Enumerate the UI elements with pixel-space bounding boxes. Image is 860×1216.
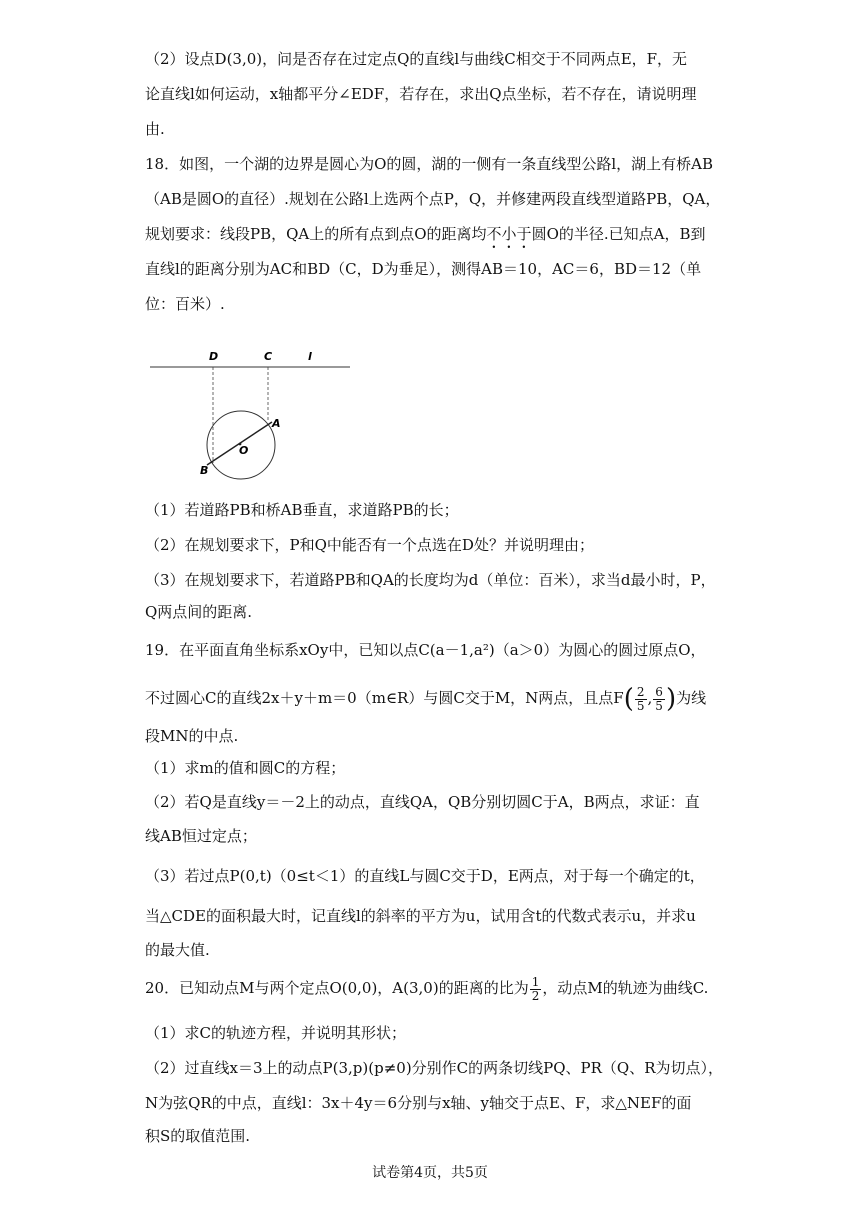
q19-part1: （1）求m的值和圆C的方程； xyxy=(145,759,346,777)
q18-stem-line2: （AB是圆O的直径）.规划在公路l上选两个点P，Q，并修建两段直线型道路PB，QA， xyxy=(145,190,721,208)
q20-part2-line3: 积S的取值范围. xyxy=(145,1127,251,1145)
q19-part3-line2: 当△CDE的面积最大时，记直线l的斜率的平方为u，试用含t的代数式表示u，并求u xyxy=(145,907,696,925)
q18-line3-part-a: 规划要求：线段PB，QA上的所有点到点O的距离均 xyxy=(145,225,487,243)
q19-part3-line1: （3）若过点P(0,t)（0≤t＜1）的直线L与圆C交于D，E两点，对于每一个确定的t， xyxy=(145,867,705,885)
q20-stem-part-b: ，动点M的轨迹为曲线C. xyxy=(542,979,709,997)
q18-part1: （1）若道路PB和桥AB垂直，求道路PB的长； xyxy=(145,501,459,519)
q17-part2-line3: 由. xyxy=(145,120,165,138)
q17-part2-line2: 论直线l如何运动，x轴都平分∠EDF，若存在，求出Q点坐标，若不存在，请说明理 xyxy=(145,85,697,103)
fraction-1-2: $\frac{1}{2}$ xyxy=(531,974,540,1003)
fraction-6-5: $\frac{6}{5}$ xyxy=(655,684,663,713)
q18-part3-line2: Q两点间的距离. xyxy=(145,603,253,621)
q19-stem-line3: 段MN的中点. xyxy=(145,727,239,745)
q20-part2-line1: （2）过直线x＝3上的动点P(3,p)(p≠0)分别作C的两条切线PQ、PR（Q、R为切点）， xyxy=(145,1059,724,1077)
q18-line3-part-c: 圆O的半径.已知点A，B到 xyxy=(531,225,706,243)
q19-line2-part-b: 为线 xyxy=(676,689,707,707)
q20-stem xyxy=(145,974,715,1003)
left-paren: ( xyxy=(623,684,634,714)
q17-part2-line1: （2）设点D(3,0)，问是否存在过定点Q的直线l与曲线C相交于不同两点E，F，无 xyxy=(145,50,688,68)
q20-part1: （1）求C的轨迹方程，并说明其形状； xyxy=(145,1024,407,1042)
q18-part2: （2）在规划要求下，P和Q中能否有一个点选在D处？并说明理由； xyxy=(145,536,594,554)
label-O: O xyxy=(239,444,249,457)
q18-stem-line1: 18．如图，一个湖的边界是圆心为O的圆，湖的一侧有一条直线型公路l，湖上有桥AB xyxy=(145,155,714,173)
label-B: B xyxy=(200,464,209,477)
q20-stem-part-a: 20．已知动点M与两个定点O(0,0)，A(3,0)的距离的比为 xyxy=(145,979,529,997)
q18-lake-figure xyxy=(145,340,360,485)
fraction-2-5: $\frac{2}{5}$ xyxy=(636,684,645,713)
label-C: C xyxy=(264,350,273,363)
q19-stem-line1: 19．在平面直角坐标系xOy中，已知以点C(a－1,a²)（a＞0）为圆心的圆过原点O， xyxy=(145,641,706,659)
q18-part3-line1: （3）在规划要求下，若道路PB和QA的长度均为d（单位：百米），求当d最小时，P， xyxy=(145,571,716,589)
label-l: l xyxy=(308,350,312,363)
q19-line2-part-a: 不过圆心C的直线2x＋y＋m＝0（m∈R）与圆C交于M，N两点，且点F xyxy=(145,689,624,707)
label-A: A xyxy=(272,417,281,430)
q18-stem-line5: 位：百米）. xyxy=(145,295,225,313)
page-footer: 试卷第4页，共5页 xyxy=(372,1165,488,1181)
q19-part3-line3: 的最大值. xyxy=(145,941,210,959)
q20-part2-line2: N为弦QR的中点，直线l：3x＋4y＝6分别与x轴、y轴交于点E、F，求△NEF的面 xyxy=(145,1094,692,1112)
q19-part2-line1: （2）若Q是直线y＝－2上的动点，直线QA，QB分别切圆C于A，B两点，求证：直 xyxy=(145,793,700,811)
right-paren: ) xyxy=(665,684,677,714)
q18-emphasis-text: 不小于 xyxy=(486,225,532,243)
q19-part2-line2: 线AB恒过定点； xyxy=(145,827,257,845)
q19-stem-line2: 不过圆心C的直线2x＋y＋m＝0（m∈R）与圆C交于M，N两点，且点F( $\frac{2}{5}$ , $\frac{6}{5}$ )为线 xyxy=(145,684,707,714)
q18-stem-line3 xyxy=(145,224,715,252)
q18-stem-line4: 直线l的距离分别为AC和BD（C，D为垂足），测得AB＝10，AC＝6，BD＝12（单 xyxy=(145,260,702,278)
label-D: D xyxy=(209,350,219,363)
